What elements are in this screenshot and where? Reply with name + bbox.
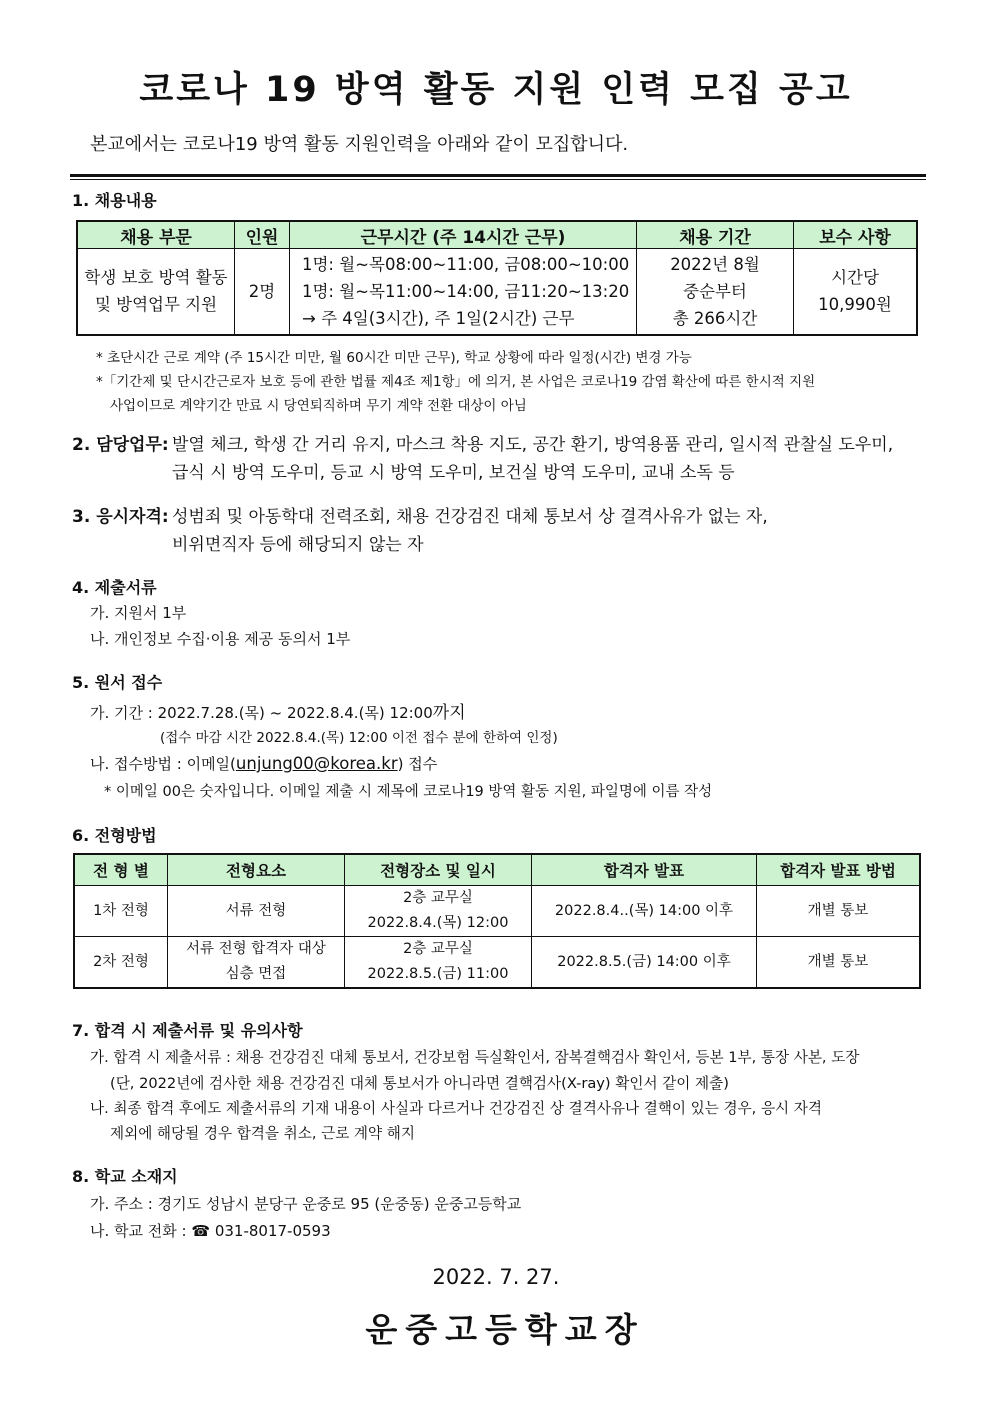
hours-line: → 주 4일(3시간), 주 1일(2시간) 근무 (302, 308, 575, 328)
header-pay: 보수 사항 (794, 221, 918, 249)
section-1-heading: 1. 채용내용 (72, 191, 157, 210)
dept-line: 및 방역업무 지원 (94, 295, 218, 315)
cell-element (168, 937, 345, 989)
notice-line: (단, 2022년에 검사한 채용 건강검진 대체 통보서가 아니라면 결핵검사(X-ray) 확인서 같이 제출) (110, 1075, 729, 1092)
element-line: 서류 전형 합격자 대상 (186, 941, 326, 957)
recruit-table-header (77, 221, 917, 249)
header-stage: 전 형 별 (74, 854, 168, 886)
table-row (74, 937, 920, 989)
divider-thick (70, 174, 926, 177)
notice-line: 제외에 해당될 경우 합격을 취소, 근로 계약 해지 (110, 1125, 415, 1142)
selection-table-header (74, 854, 920, 886)
element-line: 심층 면접 (225, 966, 287, 982)
place-line: 2층 교무실 (403, 890, 473, 906)
period-line: 2022년 8월 (670, 254, 760, 274)
intro-text: 본교에서는 코로나19 방역 활동 지원인력을 아래와 같이 모집합니다. (90, 134, 629, 155)
header-element: 전형요소 (168, 854, 345, 886)
qualification-line: 성범죄 및 아동학대 전력조회, 채용 건강검진 대체 통보서 상 결격사유가 없는 자, (172, 507, 768, 527)
period-note: (접수 마감 시간 2022.8.4.(목) 12:00 이전 접수 분에 한하여 인정) (160, 730, 558, 746)
cell-element: 서류 전형 (168, 886, 345, 937)
header-count: 인원 (235, 221, 290, 249)
note-line: 사업이므로 계약기간 만료 시 당연퇴직하며 무기 계약 전환 대상이 아님 (110, 398, 527, 414)
period-line: 총 266시간 (672, 308, 758, 328)
cell-stage: 2차 전형 (74, 937, 168, 989)
school-phone (90, 1220, 331, 1241)
cell-stage: 1차 전형 (74, 886, 168, 937)
page-title: 코로나 19 방역 활동 지원 인력 모집 공고 (139, 70, 853, 110)
cell-place (345, 886, 532, 937)
application-period (90, 698, 466, 723)
place-line: 2층 교무실 (403, 941, 473, 957)
section-2-label: 2. 담당업무: (72, 435, 169, 455)
section-7-heading: 7. 합격 시 제출서류 및 유의사항 (72, 1021, 303, 1040)
cell-method: 개별 통보 (757, 886, 921, 937)
hours-line: 1명: 월~목11:00~14:00, 금11:20~13:20 (302, 281, 630, 301)
notice-line: 나. 최종 합격 후에도 제출서류의 기재 내용이 사실과 다르거나 건강검진 상 결격사유나 결핵이 있는 경우, 응시 자격 (90, 1100, 822, 1117)
place-line: 2022.8.5.(금) 11:00 (367, 966, 509, 982)
phone-number: 031-8017-0593 (214, 1222, 331, 1240)
phone-label: 나. 학교 전화 : (90, 1222, 192, 1240)
recruit-table (76, 220, 918, 336)
application-method (90, 753, 437, 774)
pay-line: 시간당 (831, 268, 879, 288)
method-prefix: 나. 접수방법 : 이메일( (90, 755, 236, 773)
header-announce: 합격자 발표 (532, 854, 757, 886)
cell-place (345, 937, 532, 989)
cell-dept (77, 249, 235, 335)
cell-announce: 2022.8.5.(금) 14:00 이후 (532, 937, 757, 989)
place-line: 2022.8.4.(목) 12:00 (367, 915, 509, 931)
table-row (77, 249, 917, 335)
cell-count: 2명 (235, 249, 290, 335)
duty-line: 발열 체크, 학생 간 거리 유지, 마스크 착용 지도, 공간 환기, 방역용품 관리, 일시적 관찰실 도우미, (172, 435, 894, 455)
cell-announce: 2022.8.4..(목) 14:00 이후 (532, 886, 757, 937)
header-method: 합격자 발표 방법 (757, 854, 921, 886)
phone-icon: ☎ (191, 1222, 211, 1240)
section-5-heading: 5. 원서 접수 (72, 673, 163, 692)
document-item: 가. 지원서 1부 (90, 604, 187, 622)
divider-thin (70, 179, 926, 180)
dept-line: 학생 보호 방역 활동 (84, 268, 228, 288)
signature: 운중고등학교장 (365, 1310, 645, 1349)
document-item: 나. 개인정보 수집·이용 제공 동의서 1부 (90, 630, 351, 648)
notice-line: 가. 합격 시 제출서류 : 채용 건강검진 대체 통보서, 건강보험 득실확인서, 잠복결핵검사 확인서, 등본 1부, 통장 사본, 도장 (90, 1049, 860, 1066)
section-6-heading: 6. 전형방법 (72, 826, 157, 845)
pay-line: 10,990원 (818, 295, 892, 315)
school-address: 가. 주소 : 경기도 성남시 분당구 운중로 95 (운중동) 운중고등학교 (90, 1195, 522, 1213)
cell-period (637, 249, 794, 335)
header-place: 전형장소 및 일시 (345, 854, 532, 886)
period-until: 까지 (432, 703, 466, 723)
header-dept: 채용 부문 (77, 221, 235, 249)
selection-table (73, 853, 921, 989)
table-row (74, 886, 920, 937)
section-3-label: 3. 응시자격: (72, 507, 169, 527)
section-4-heading: 4. 제출서류 (72, 578, 157, 597)
duty-line: 급식 시 방역 도우미, 등교 시 방역 도우미, 보건실 방역 도우미, 교내 소독 등 (172, 463, 735, 483)
header-hours: 근무시간 (주 14시간 근무) (290, 221, 637, 249)
email-note: * 이메일 00은 숫자입니다. 이메일 제출 시 제목에 코로나19 방역 활동 지원, 파일명에 이름 작성 (104, 784, 713, 800)
cell-pay (794, 249, 918, 335)
note-line: * 초단시간 근로 계약 (주 15시간 미만, 월 60시간 미만 근무), 학교 상황에 따라 일정(시간) 변경 가능 (96, 350, 692, 366)
period-text: 가. 기간 : 2022.7.28.(목) ~ 2022.8.4.(목) 12:00 (90, 704, 433, 722)
hours-line: 1명: 월~목08:00~11:00, 금08:00~10:00 (302, 254, 630, 274)
method-suffix: ) 접수 (397, 755, 438, 773)
cell-hours (290, 249, 637, 335)
header-period: 채용 기간 (637, 221, 794, 249)
section-8-heading: 8. 학교 소재지 (72, 1167, 178, 1186)
cell-method: 개별 통보 (757, 937, 921, 989)
qualification-line: 비위면직자 등에 해당되지 않는 자 (172, 535, 424, 555)
email-link[interactable]: unjung00@korea.kr (235, 754, 398, 773)
period-line: 중순부터 (683, 281, 747, 301)
note-line: *「기간제 및 단시간근로자 보호 등에 관한 법률 제4조 제1항」에 의거, 본 사업은 코로나19 감염 확산에 따른 한시적 지원 (96, 374, 816, 390)
notice-date: 2022. 7. 27. (432, 1265, 560, 1289)
